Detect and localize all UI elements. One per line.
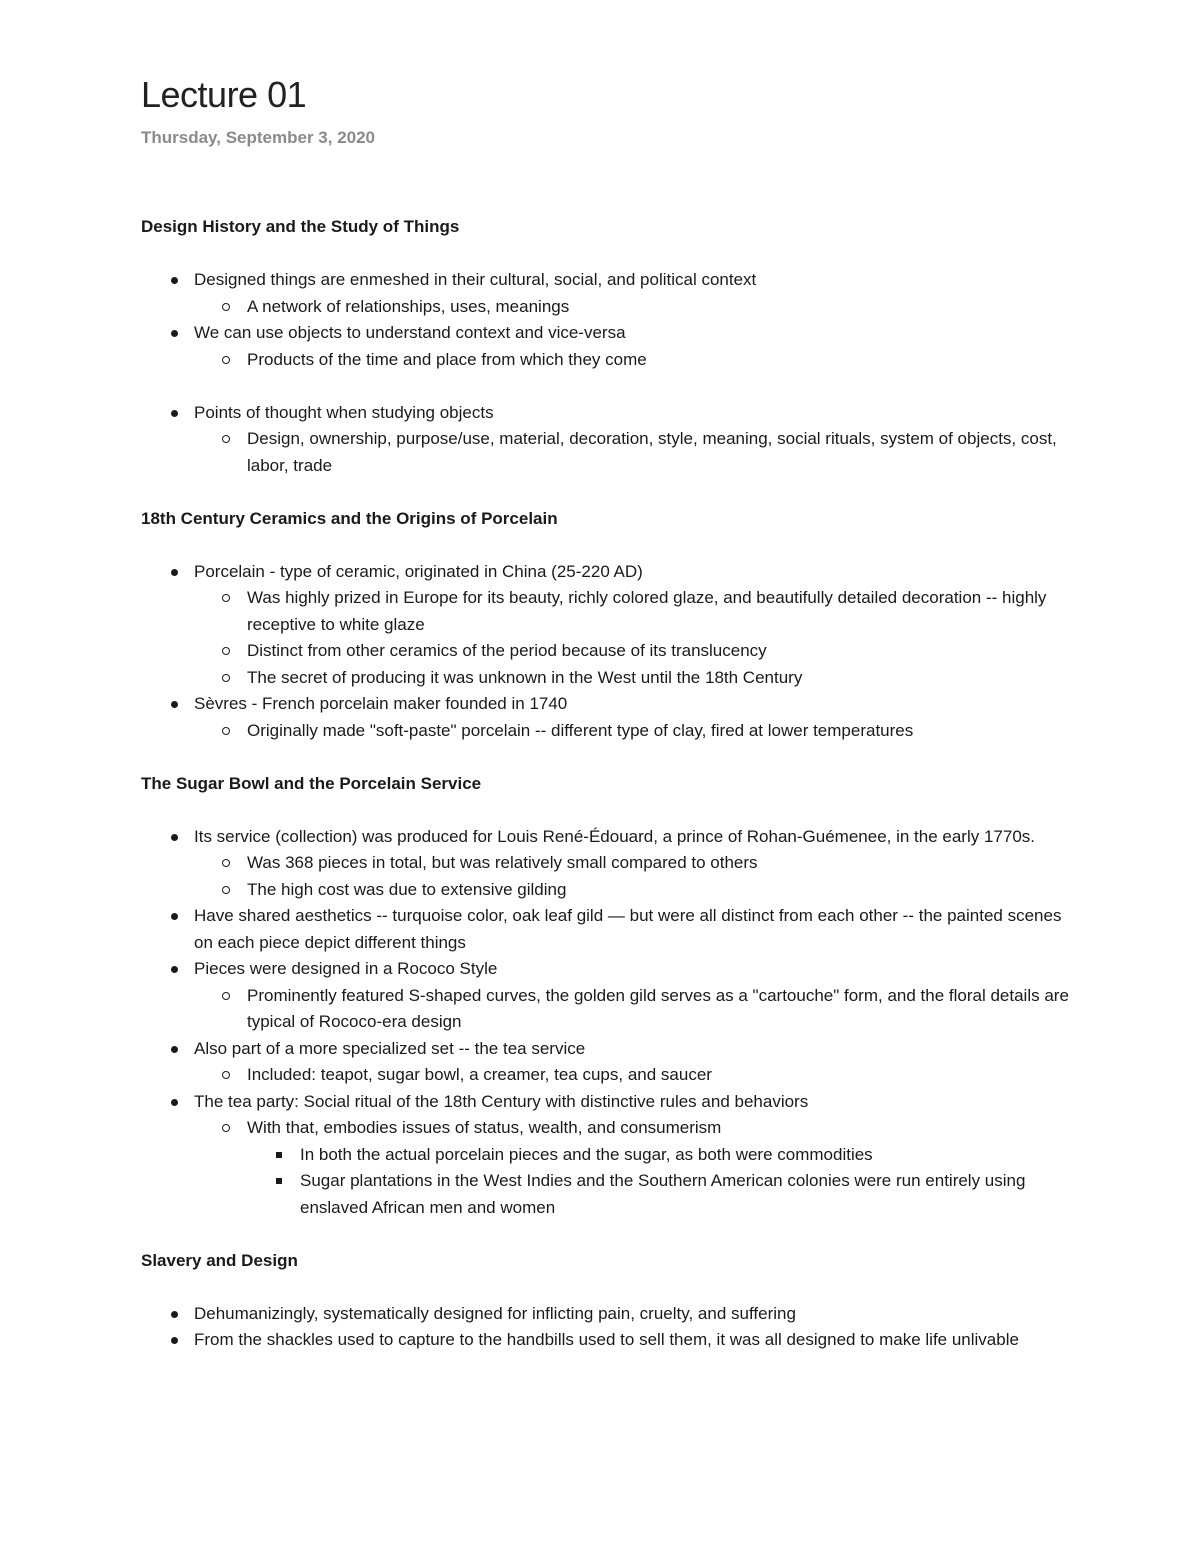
bullet-circle-icon	[221, 665, 241, 692]
list-item	[141, 1115, 1071, 1142]
bullet-dot-icon	[169, 1301, 189, 1328]
list-item-text: Originally made "soft-paste" porcelain -- different type of clay, fired at lower temperatures	[247, 720, 914, 740]
list-item	[141, 294, 1071, 321]
list-item	[141, 983, 1071, 1036]
list-item-text: Designed things are enmeshed in their cultural, social, and political context	[194, 270, 757, 289]
bullet-dot-icon	[169, 400, 189, 427]
bullet-square-icon	[274, 1142, 294, 1169]
bullet-list	[141, 400, 1071, 480]
list-item-text: With that, embodies issues of status, wealth, and consumerism	[247, 1118, 722, 1137]
bullet-list	[141, 824, 1071, 1222]
section-sugar-bowl	[141, 771, 1071, 1248]
list-item-text: Was 368 pieces in total, but was relatively small compared to others	[247, 853, 758, 872]
list-item-text: Also part of a more specialized set -- the tea service	[194, 1038, 586, 1058]
bullet-dot-icon	[169, 1036, 189, 1063]
bullet-circle-icon	[221, 585, 241, 612]
bullet-square-icon	[274, 1168, 294, 1195]
bullet-list	[141, 1301, 1071, 1354]
section-slavery-design	[141, 1248, 1071, 1354]
list-item-text: The tea party: Social ritual of the 18th Century with distinctive rules and behaviors	[194, 1091, 809, 1111]
bullet-circle-icon	[221, 1062, 241, 1089]
bullet-dot-icon	[169, 267, 189, 294]
list-item-text: Points of thought when studying objects	[194, 402, 494, 422]
bullet-circle-icon	[221, 347, 241, 374]
list-item-text: In both the actual porcelain pieces and the sugar, as both were commodities	[300, 1144, 873, 1164]
bullet-circle-icon	[221, 850, 241, 877]
list-item	[141, 585, 1071, 638]
list-item	[141, 718, 1071, 745]
spacer	[141, 1221, 1071, 1248]
bullet-dot-icon	[169, 1327, 189, 1354]
spacer	[141, 241, 1071, 268]
bullet-circle-icon	[221, 294, 241, 321]
list-item-text: Have shared aesthetics -- turquoise color, oak leaf gild — but were all distinct from each other -- the painted scenes on each piece depict different things	[194, 906, 1062, 952]
document-body	[141, 214, 1071, 1354]
bullet-circle-icon	[221, 983, 241, 1010]
spacer	[141, 373, 1071, 400]
section-design-history	[141, 214, 1071, 506]
page-title: Lecture 01	[141, 74, 307, 115]
list-item	[141, 320, 1071, 347]
bullet-dot-icon	[169, 691, 189, 718]
spacer	[141, 797, 1071, 824]
list-item	[141, 1142, 1071, 1169]
list-item	[141, 347, 1071, 374]
bullet-circle-icon	[221, 1115, 241, 1142]
list-item-text: From the shackles used to capture to the handbills used to sell them, it was all designed to make life unlivable	[194, 1330, 1019, 1349]
spacer	[141, 479, 1071, 506]
section-heading: Slavery and Design	[141, 1250, 298, 1270]
list-item-text: Design, ownership, purpose/use, material, decoration, style, meaning, social rituals, system of objects, cost, labor, trade	[247, 429, 1057, 475]
bullet-dot-icon	[169, 824, 189, 851]
list-item	[141, 691, 1071, 718]
list-item-text: A network of relationships, uses, meanings	[247, 296, 570, 316]
list-item-text: Included: teapot, sugar bowl, a creamer, tea cups, and saucer	[247, 1065, 712, 1084]
bullet-circle-icon	[221, 877, 241, 904]
list-item-text: Prominently featured S-shaped curves, the golden gild serves as a "cartouche" form, and the floral details are typical of Rococo-era design	[247, 985, 1069, 1031]
list-item	[141, 1089, 1071, 1116]
bullet-dot-icon	[169, 1089, 189, 1116]
list-item	[141, 426, 1071, 479]
list-item	[141, 1036, 1071, 1063]
list-item	[141, 1168, 1071, 1221]
list-item-text: Dehumanizingly, systematically designed for inflicting pain, cruelty, and suffering	[194, 1303, 796, 1323]
bullet-circle-icon	[221, 638, 241, 665]
list-item-text: Its service (collection) was produced for Louis René-Édouard, a prince of Rohan-Guémenee, in the early 1770s.	[194, 826, 1036, 846]
section-ceramics	[141, 506, 1071, 771]
bullet-dot-icon	[169, 559, 189, 586]
list-item-text: Products of the time and place from which they come	[247, 349, 647, 369]
list-item	[141, 1327, 1071, 1354]
section-heading: The Sugar Bowl and the Porcelain Service	[141, 773, 482, 793]
list-item-text: The secret of producing it was unknown in the West until the 18th Century	[247, 667, 803, 687]
list-item-text: The high cost was due to extensive gilding	[247, 879, 567, 899]
page-date: Thursday, September 3, 2020	[141, 128, 376, 147]
list-item-text: Distinct from other ceramics of the period because of its translucency	[247, 641, 767, 660]
list-item-text: Sugar plantations in the West Indies and the Southern American colonies were run entirely using enslaved African men and women	[300, 1171, 1026, 1217]
list-item	[141, 877, 1071, 904]
list-item	[141, 638, 1071, 665]
list-item-text: Pieces were designed in a Rococo Style	[194, 959, 498, 978]
bullet-dot-icon	[169, 903, 189, 930]
list-item	[141, 665, 1071, 692]
bullet-dot-icon	[169, 956, 189, 983]
list-item	[141, 1301, 1071, 1328]
spacer	[141, 1274, 1071, 1301]
list-item	[141, 850, 1071, 877]
list-item	[141, 400, 1071, 427]
list-item	[141, 956, 1071, 983]
list-item	[141, 1062, 1071, 1089]
list-item	[141, 903, 1071, 956]
bullet-circle-icon	[221, 718, 241, 745]
bullet-list	[141, 267, 1071, 373]
section-heading: 18th Century Ceramics and the Origins of Porcelain	[141, 508, 558, 528]
list-item-text: We can use objects to understand context and vice-versa	[194, 323, 626, 342]
list-item	[141, 824, 1071, 851]
section-heading: Design History and the Study of Things	[141, 217, 460, 236]
spacer	[141, 744, 1071, 771]
bullet-dot-icon	[169, 320, 189, 347]
spacer	[141, 532, 1071, 559]
list-item-text: Porcelain - type of ceramic, originated in China (25-220 AD)	[194, 561, 643, 581]
list-item-text: Sèvres - French porcelain maker founded in 1740	[194, 694, 568, 713]
list-item	[141, 559, 1071, 586]
bullet-list	[141, 559, 1071, 745]
list-item-text: Was highly prized in Europe for its beauty, richly colored glaze, and beautifully detailed decoration -- highly receptive to white glaze	[247, 588, 1047, 634]
bullet-circle-icon	[221, 426, 241, 453]
list-item	[141, 267, 1071, 294]
